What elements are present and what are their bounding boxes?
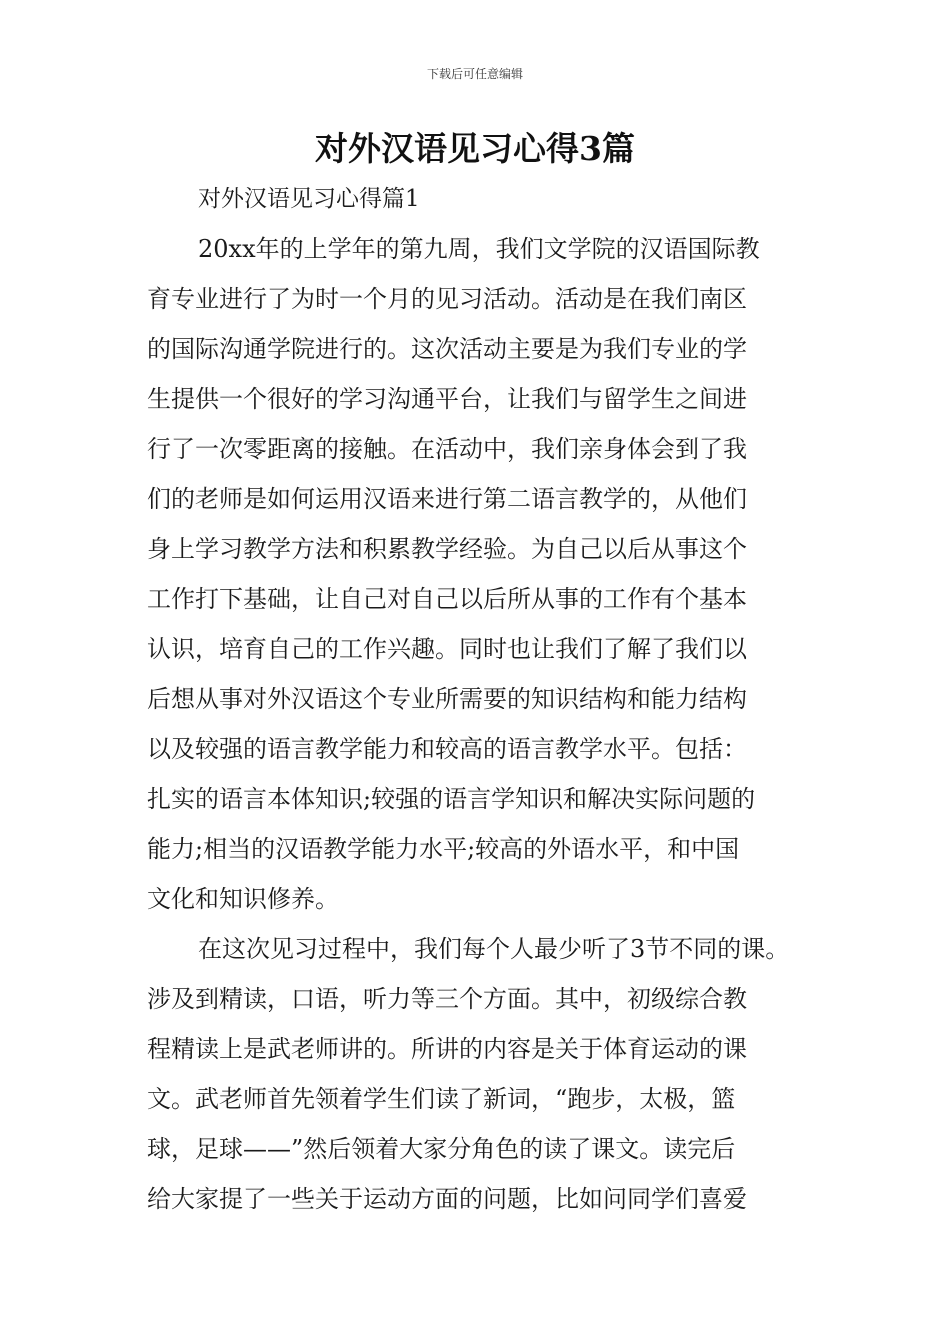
paragraph-1 bbox=[147, 224, 807, 924]
paragraph-2 bbox=[147, 924, 807, 1224]
text-line: 认识，培育自己的工作兴趣。同时也让我们了解了我们以 bbox=[147, 635, 747, 663]
text-line: 工作打下基础，让自己对自己以后所从事的工作有个基本 bbox=[147, 585, 747, 613]
text-line: 文。武老师首先领着学生们读了新词，“跑步，太极，篮 bbox=[147, 1085, 736, 1113]
text-line: 们的老师是如何运用汉语来进行第二语言教学的，从他们 bbox=[147, 485, 747, 513]
text-line: 扎实的语言本体知识;较强的语言学知识和解决实际问题的 bbox=[147, 785, 756, 813]
text-line: 生提供一个很好的学习沟通平台，让我们与留学生之间进 bbox=[147, 385, 747, 413]
text-line: 行了一次零距离的接触。在活动中，我们亲身体会到了我 bbox=[147, 435, 747, 463]
section-subtitle: 对外汉语见习心得篇1 bbox=[198, 186, 420, 212]
text-line: 20xx年的上学年的第九周，我们文学院的汉语国际教 bbox=[198, 235, 760, 263]
text-line: 文化和知识修养。 bbox=[147, 885, 339, 913]
text-line: 的国际沟通学院进行的。这次活动主要是为我们专业的学 bbox=[147, 335, 747, 363]
text-line: 身上学习教学方法和积累教学经验。为自己以后从事这个 bbox=[147, 535, 747, 563]
document-title: 对外汉语见习心得3篇 bbox=[315, 129, 635, 168]
text-line: 后想从事对外汉语这个专业所需要的知识结构和能力结构 bbox=[147, 685, 747, 713]
document-body bbox=[147, 224, 807, 1224]
text-line: 程精读上是武老师讲的。所讲的内容是关于体育运动的课 bbox=[147, 1035, 747, 1063]
text-line: 育专业进行了为时一个月的见习活动。活动是在我们南区 bbox=[147, 285, 747, 313]
text-line: 在这次见习过程中，我们每个人最少听了3节不同的课。 bbox=[198, 935, 790, 963]
text-line: 能力;相当的汉语教学能力水平;较高的外语水平，和中国 bbox=[147, 835, 740, 863]
text-line: 给大家提了一些关于运动方面的问题，比如问同学们喜爱 bbox=[147, 1185, 747, 1213]
header-note: 下载后可任意编辑 bbox=[426, 67, 523, 81]
text-line: 以及较强的语言教学能力和较高的语言教学水平。包括： bbox=[147, 735, 747, 763]
text-line: 球，足球——”然后领着大家分角色的读了课文。读完后 bbox=[147, 1135, 736, 1163]
text-line: 涉及到精读，口语，听力等三个方面。其中，初级综合教 bbox=[147, 985, 747, 1013]
